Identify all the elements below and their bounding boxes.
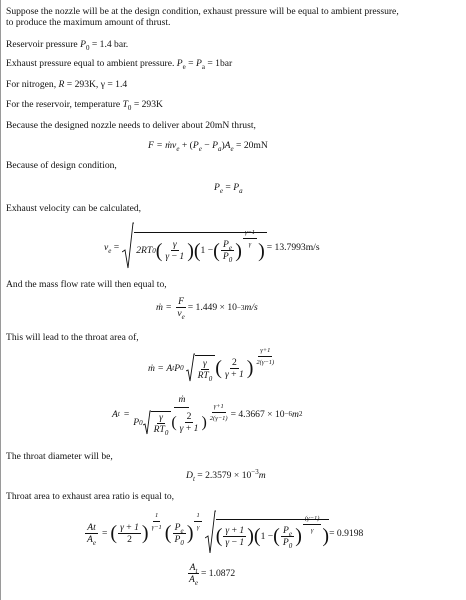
page-left-border — [0, 0, 1, 600]
sqrt-symbol-icon — [205, 510, 216, 556]
reservoir-pressure-label: Reservoir pressure — [6, 39, 78, 50]
throat-area-line: This will lead to the throat area of, — [6, 332, 139, 343]
exhaust-pressure-line: Exhaust pressure equal to ambient pressure. $P_e = P_a = 1bar$ — [6, 58, 233, 71]
nitrogen-value: = 293K, γ = 1.4 — [64, 79, 128, 90]
reservoir-temp-label: For the reservoir, temperature — [6, 99, 121, 110]
reservoir-pressure-value: = 1.4 bar. — [89, 39, 129, 50]
exhaust-velocity-value: = 13.7993m/s — [266, 241, 320, 253]
sqrt-symbol-icon — [122, 222, 134, 272]
area-ratio-value: = 0.9198 — [329, 527, 364, 539]
reservoir-pressure-line: Reservoir pressure $P_0 = 1.4$ bar. — [6, 39, 129, 52]
exhaust-pressure-value: = 1bar — [204, 58, 233, 69]
throat-diameter-unit: m — [258, 470, 266, 481]
exhaust-pressure-label: Exhaust pressure equal to ambient pressure. — [6, 58, 175, 69]
thrust-equation-rhs: = 20mN — [233, 140, 268, 151]
reservoir-temp-value: = 293K — [131, 99, 163, 110]
nitrogen-line: For nitrogen, R = 293K, γ = 1.4 — [6, 79, 128, 90]
mass-flow-unit: m/s — [244, 302, 258, 313]
throat-diameter-line: The throat diameter will be, — [6, 451, 113, 462]
throat-diameter-value: = 2.3579 × 10 — [194, 470, 252, 481]
area-ratio-final-equation: $\frac{A_t}{A_e}$ = 1.0872 — [189, 562, 236, 587]
exhaust-velocity-equation: $v_e$ = 2RT 0 ( $\frac{\gamma}{\gamma - 1}$ ) ( 1 − ( $\frac{P_e}{P_0}$ ) $^{\frac{\gamma-1}{\gamma}}$ ) = 13.7993m/s — [104, 222, 320, 272]
exhaust-velocity-line: Exhaust velocity can be calculated, — [6, 203, 142, 214]
sqrt-symbol-icon — [143, 410, 151, 436]
area-ratio-line: Throat area to exhaust area ratio is equal to, — [6, 491, 175, 502]
reservoir-temperature-line: For the reservoir, temperature $T_0 = 293K$ — [6, 99, 163, 112]
sqrt-symbol-icon — [186, 353, 195, 383]
intro-line-1: Suppose the nozzle will be at the design condition, exhaust pressure will be equal to ambient pressure, — [6, 6, 399, 17]
mass-flow-line: And the mass flow rate will then equal to, — [6, 279, 167, 290]
design-condition-line: Because of design condition, — [6, 160, 117, 171]
design-condition-equation: $P_e = P_a$ — [214, 182, 243, 195]
throat-mass-flow-equation: ṁ = A t P 0 $\frac{\gamma}{RT_0}$ ( $\frac{2}{\gamma + 1}$ ) $^{\frac{\gamma+1}{2(\gamma-1)}}$ — [148, 346, 275, 383]
thrust-line: Because the designed nozzle needs to deliver about 20mN thrust, — [6, 120, 256, 131]
throat-area-unit: m — [292, 408, 299, 420]
area-ratio-final-value: = 1.0872 — [200, 568, 236, 579]
thrust-equation: F = ṁv$_e$ + $(P_e - P_a)A_e = 20mN$ — [148, 140, 268, 153]
mass-flow-value: = 1.449 × 10 — [187, 302, 237, 313]
throat-diameter-equation: $D_t = 2.3579 \times 10^{-3}m$ — [186, 467, 266, 483]
throat-area-value: = 4.3667 × 10 — [230, 408, 285, 420]
throat-diameter-exponent: −3 — [251, 467, 259, 476]
intro-line-2: to produce the maximum amount of thrust. — [6, 17, 171, 28]
throat-area-equation: A t = ṁ P 0 $\frac{\gamma}{RT_0}$ ( $\frac{2}{\gamma + 1}$ ) $^{\frac{\gamma+1}{2(\gamma-1)}}$ = 4.3667 × 10 −6 m 2 — [112, 393, 303, 437]
nitrogen-label: For nitrogen, — [6, 79, 57, 90]
mass-flow-equation: ṁ = $\frac{F}{v_e}$ = 1.449 × 10 −3 m/s — [156, 296, 258, 321]
area-ratio-equation: $\frac{At}{A_e}$ = ( $\frac{\gamma + 1}{2}$ ) $^{\frac{1}{\gamma-1}}$ ( $\frac{P_e}{P_0}$ ) $^{\frac{1}{\gamma}}$ ( $\frac{\gamma + 1}{\gamma - 1}$ ) ( 1 − ( $\frac{P_e}{P_0}$ ) $^{\frac{(\gamma-1)}{\gamma}}$ ) = 0.9198 — [84, 510, 363, 556]
